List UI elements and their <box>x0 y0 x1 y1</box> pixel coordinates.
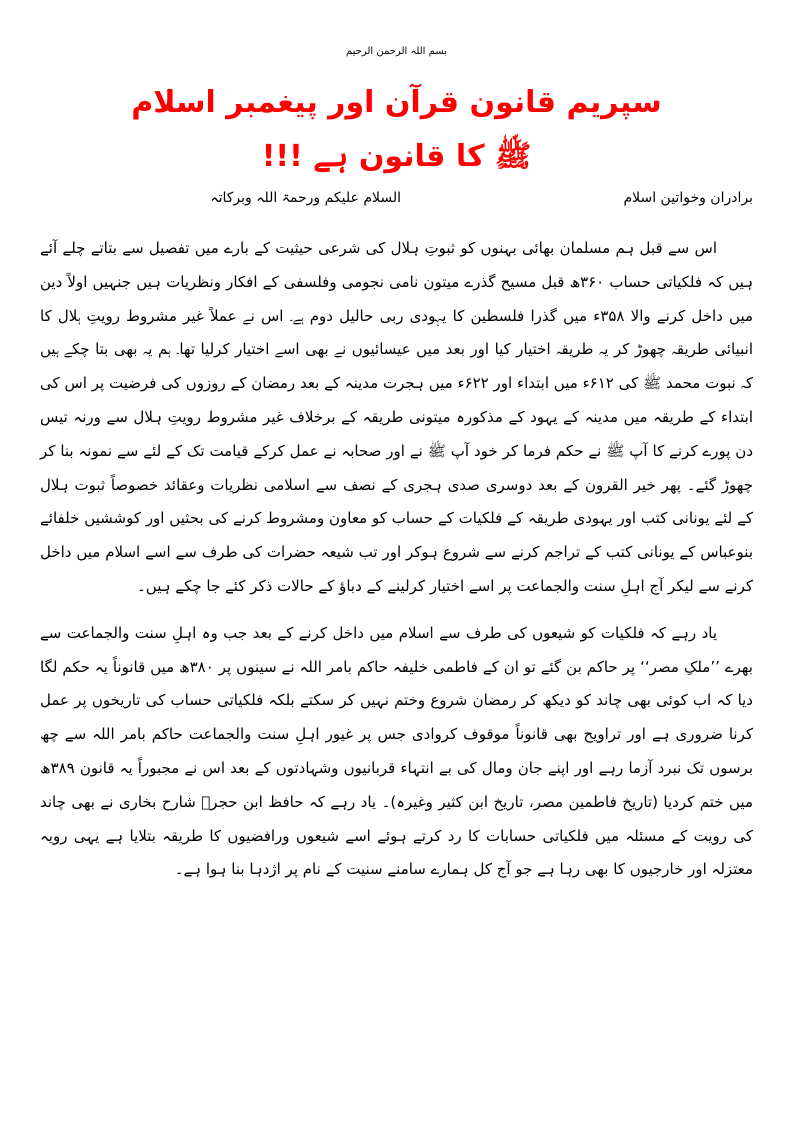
greeting-salam: السلام علیکم ورحمۃ اللہ وبرکاتہ <box>210 190 401 206</box>
salutation-row <box>40 190 753 214</box>
bismillah-heading: بسم اللہ الرحمن الرحیم <box>345 46 447 57</box>
title-line-2: ﷺ کا قانون ہے !!! <box>261 139 532 174</box>
title-line-1: سپریم قانون قرآن اور پیغمبر اسلام <box>131 85 662 120</box>
article-body <box>40 232 753 887</box>
greeting-brothers-sisters: برادران وخواتین اسلام <box>623 190 753 206</box>
paragraph-1: اس سے قبل ہم مسلمان بھائی بہنوں کو ثبوتِ ہلال کی شرعی حیثیت کے بارے میں تفصیل سے بتاتے چلے آئے ہیں کہ فلکیاتی حساب ۳۶۰ھ قبل مسیح گذرے میتون نامی نجومی وفلسفی کے افکار ونظریات ہیں جنہیں اولاً دین میں داخل کرنے والا ۳۵۸ء میں گذرا فلسطین کا یہودی ربی حالیل دوم ہے۔ اس نے عملاً غیر مشروط رویتِ ہلال کا انبیائی طریقہ چھوڑ کر یہ طریقہ اختیار کیا اور بعد میں عیسائیوں نے بھی اسے اختیار کرلیا تھا۔ ہم یہ بھی بتا چکے ہیں کہ نبوت محمد ﷺ کی ۶۱۲ء میں ابتداء اور ۶۲۲ء میں ہجرت مدینہ کے بعد رمضان کے روزوں کی فرضیت پر اس کی ابتداء کے طریقہ میں مدینہ کے یہود کے مذکورہ میتونی طریقہ کے برخلاف غیر مشروط رویتِ ہلال سے ورنہ تیس دن پورے کرنے کا آپ ﷺ نے حکم فرما کر خود آپ ﷺ نے اور صحابہ نے عمل کرکے قیامت تک کے لئے سے نمونہ بنا کر چھوڑ گئے۔ پھر خیر القرون کے بعد دوسری صدی ہجری کے نصف سے اسلامی نظریات وعقائد خصوصاً ثبوت ہلال کے لئے یونانی کتب اور یہودی طریقہ کے فلکیات کے حساب کو معاون ومشروط کرنے کی بحثیں اور کوششیں خلفائے بنوعباس کے یونانی کتب کے تراجم کرنے سے شروع ہوکر اور تب شیعہ حضرات کی طرف سے اسے اسلام میں داخل کرنے سے لیکر آج اہلِ سنت والجماعت پر اسے اختیار کرلینے کے دباؤ کے حالات ذکر کئے جا چکے ہیں۔ <box>40 239 754 595</box>
paragraph-2: یاد رہے کہ فلکیات کو شیعوں کی طرف سے اسلام میں داخل کرنے کے بعد جب وہ اہلِ سنت والجماعت سے بھرے ’’ملکِ مصر‘‘ پر حاکم بن گئے تو ان کے فاطمی خلیفہ حاکم بامر اللہ نے سینوں پر ۳۸۰ھ میں قانوناً یہ حکم لگا دیا کہ اب کوئی بھی چاند کو دیکھ کر رمضان شروع وختم نہیں کر سکتے بلکہ فلکیاتی حساب کی تاریخوں پر عمل کرنا ضروری ہے اور تراویح بھی قانوناً موقوف کروادی جس پر غیور اہلِ سنت والجماعت حاکم بامر اللہ سے چھ برسوں تک نبرد آزما رہے اور اپنے جان ومال کی بے انتہاء قربانیوں وشہادتوں کے بعد اس نے مجبوراً یہ قانون ۳۸۹ھ میں ختم کردیا (تاریخ فاطمین مصر، تاریخ ابن کثیر وغیرہ)۔ یاد رہے کہ حافظ ابن حجرؒ شارح بخاری نے بھی چاند کی رویت کے مسئلہ میں فلکیاتی حسابات کا رد کرتے ہوئے اسے شیعوں ورافضیوں کا طریقہ بتلایا ہے یہی رویہ معتزلہ اور خارجیوں کا بھی رہا ہے جو آج کل ہمارے سامنے سنیت کے نام پر اژدہا بنا ہوا ہے۔ <box>40 623 753 879</box>
